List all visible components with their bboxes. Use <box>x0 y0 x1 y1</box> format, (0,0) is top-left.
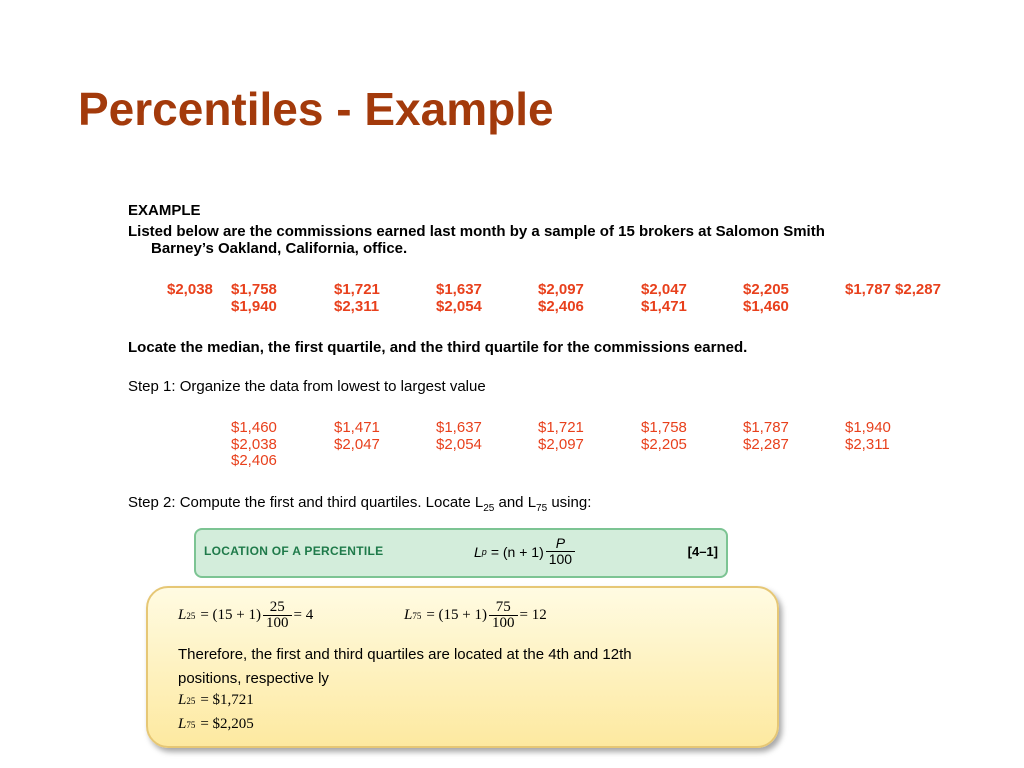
raw-cell: $2,205 <box>743 281 789 298</box>
res2-sub: 75 <box>186 719 196 730</box>
result-l75 <box>178 716 254 733</box>
eq1-den: 100 <box>263 615 292 631</box>
raw-cell: $1,637 <box>436 281 482 298</box>
sorted-cell: $2,097 <box>538 436 584 453</box>
eq2-result: = 12 <box>519 607 547 623</box>
sorted-cell: $1,758 <box>641 419 687 436</box>
raw-cell: $1,940 <box>231 298 277 315</box>
eq2-L: L <box>404 607 413 623</box>
raw-cell: $1,721 <box>334 281 380 298</box>
raw-cell: $2,047 <box>641 281 687 298</box>
sorted-cell: $1,721 <box>538 419 584 436</box>
eq1-num: 25 <box>269 599 285 615</box>
formula-label: LOCATION OF A PERCENTILE <box>204 544 384 558</box>
raw-cell: $1,471 <box>641 298 687 315</box>
formula-rhs: = (n + 1) <box>490 543 544 560</box>
step2-main: Step 2: Compute the first and third quartiles. Locate L <box>128 494 484 511</box>
step2-sub1: 25 <box>483 503 495 514</box>
sorted-cell: $2,205 <box>641 436 687 453</box>
formula-lhs: L <box>474 543 482 560</box>
sorted-cell: $1,637 <box>436 419 482 436</box>
conclusion-line1: Therefore, the first and third quartiles are located at the 4th and 12th <box>178 646 632 663</box>
step2-tail: using: <box>547 494 592 511</box>
res2-L: L <box>178 716 187 732</box>
formula-lhs-sub: p <box>481 546 487 557</box>
eq2-den: 100 <box>489 615 518 631</box>
sorted-cell: $2,406 <box>231 452 277 469</box>
raw-cell: $2,406 <box>538 298 584 315</box>
formula-num: P <box>555 535 566 551</box>
raw-cell: $2,311 <box>334 298 380 315</box>
eq1-result: = 4 <box>293 607 314 623</box>
example-heading: EXAMPLE <box>128 202 201 219</box>
result-l25 <box>178 692 254 709</box>
step2-text <box>128 494 591 517</box>
res1-val: = $1,721 <box>200 692 254 708</box>
step2-sub2: 75 <box>536 503 548 514</box>
percentile-formula <box>474 536 577 567</box>
step1-text: Step 1: Organize the data from lowest to largest value <box>128 378 486 395</box>
sorted-cell: $1,460 <box>231 419 277 436</box>
raw-cell: $1,787 $2,287 <box>845 281 941 298</box>
solution-box <box>146 586 779 748</box>
eq1-mid: = (15 + 1) <box>200 607 262 623</box>
equation-number: [4–1] <box>687 544 718 559</box>
sorted-cell: $2,311 <box>845 436 890 453</box>
res2-val: = $2,205 <box>200 716 254 732</box>
sorted-cell: $2,038 <box>231 436 277 453</box>
percentile-formula-box <box>194 528 728 578</box>
raw-cell: $2,038 <box>167 281 213 298</box>
raw-cell: $1,460 <box>743 298 789 315</box>
conclusion-line2: positions, respective ly <box>178 670 329 687</box>
eq2-num: 75 <box>495 599 511 615</box>
formula-den: 100 <box>546 551 575 567</box>
sorted-cell: $2,054 <box>436 436 482 453</box>
eq1-sub: 25 <box>186 610 196 621</box>
slide-title: Percentiles - Example <box>78 83 554 135</box>
eq1-L: L <box>178 607 187 623</box>
raw-cell: $2,097 <box>538 281 584 298</box>
sorted-cell: $1,787 <box>743 419 789 436</box>
eq2-sub: 75 <box>412 610 422 621</box>
raw-cell: $1,758 <box>231 281 277 298</box>
eq2-mid: = (15 + 1) <box>426 607 488 623</box>
example-text-line2: Barney’s Oakland, California, office. <box>151 240 408 257</box>
example-text-line1: Listed below are the commissions earned last month by a sample of 15 brokers at Salomon Smith <box>128 223 825 240</box>
sorted-cell: $2,287 <box>743 436 789 453</box>
sorted-cell: $1,471 <box>334 419 380 436</box>
equation-l75 <box>404 600 547 631</box>
sorted-cell: $1,940 <box>845 419 891 436</box>
res1-L: L <box>178 692 187 708</box>
res1-sub: 25 <box>186 695 196 706</box>
formula-fraction <box>546 536 575 567</box>
eq1-fraction <box>263 600 292 631</box>
sorted-cell: $2,047 <box>334 436 380 453</box>
equation-l25 <box>178 600 313 631</box>
step2-and: and L <box>494 494 537 511</box>
eq2-fraction <box>489 600 518 631</box>
task-text: Locate the median, the first quartile, and the third quartile for the commissions earned. <box>128 339 748 356</box>
raw-cell: $2,054 <box>436 298 482 315</box>
